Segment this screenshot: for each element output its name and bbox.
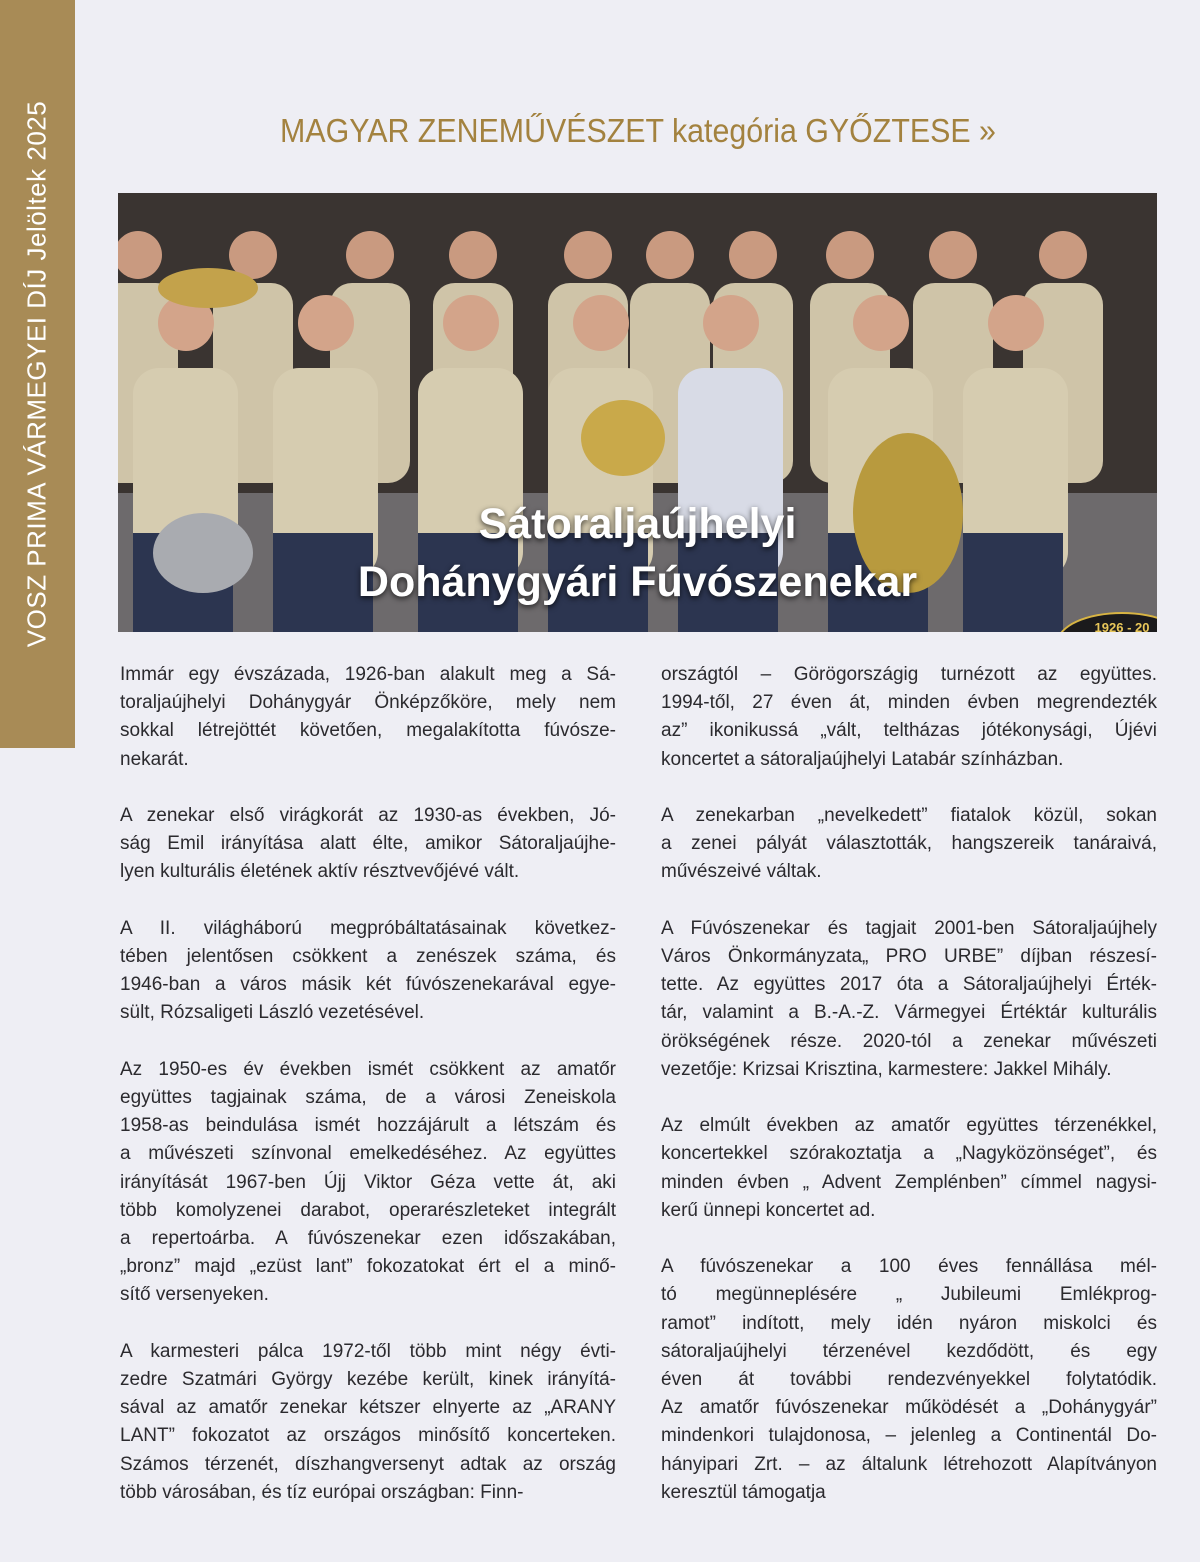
text-line: tó megünneplésére „ Jubileumi Emlékprog- <box>661 1284 1157 1306</box>
sidebar-strip <box>0 0 75 748</box>
text-line: hányipari Zrt. – az általunk létrehozott Alapítványon <box>661 1453 1157 1475</box>
text-line: „bronz” majd „ezüst lant” fokozatokat ért el a minő- <box>120 1256 616 1278</box>
text-line: ság Emil irányítása alatt élte, amikor Sátoraljaújhe- <box>120 833 616 855</box>
page-title: MAGYAR ZENEMŰVÉSZET kategória GYŐZTESE » <box>280 112 996 149</box>
text-line: A zenekar első virágkorát az 1930-as években, Jó- <box>120 805 616 826</box>
text-line: több komolyzenei darabot, operarészleteket integrált <box>120 1199 616 1221</box>
person-head <box>646 231 694 279</box>
sousaphone-bell <box>158 268 258 308</box>
text-line: sátoraljaújhelyi térzenével kezdődött, és egy <box>661 1340 1157 1362</box>
text-line: vezetője: Krizsai Krisztina, karmestere: Jakkel Mihály. <box>661 1058 1112 1080</box>
text-line: keresztül támogatja <box>661 1481 826 1503</box>
text-line: minden évben „ Advent Zemplénben” címmel nagysi- <box>661 1171 1157 1193</box>
text-line: művészeivé váltak. <box>661 861 822 883</box>
text-line: lyen kulturális életének aktív résztvevőjévé vált. <box>120 861 520 883</box>
text-line: 1994-től, 27 éven át, minden évben megrendezték <box>661 692 1157 714</box>
text-line: A fúvószenekar a 100 éves fennállása mél- <box>661 1256 1157 1278</box>
article-paragraph <box>661 1112 1157 1225</box>
text-line: mindenkori tulajdonosa, – jelenleg a Continentál Do- <box>661 1425 1157 1447</box>
text-line: több városában, és tíz európai országban: Finn- <box>120 1481 524 1503</box>
article-paragraph <box>120 802 616 887</box>
article-paragraph <box>120 661 616 774</box>
text-line: sült, Rózsaligeti László vezetésével. <box>120 1002 425 1024</box>
text-line: sítő versenyeken. <box>120 1284 269 1306</box>
text-line: éven át további rendezvényekkel folytatódik. <box>661 1369 1157 1391</box>
text-line: kerű ünnepi koncertet ad. <box>661 1199 876 1221</box>
text-line: koncertet a sátoraljaújhelyi Latabár színházban. <box>661 748 1064 770</box>
text-line: ramot” indított, mely idén nyáron miskolci és <box>661 1312 1157 1334</box>
text-line: A II. világháború megpróbáltatásainak következ- <box>120 917 616 939</box>
person-head <box>449 231 497 279</box>
person-head <box>703 295 759 351</box>
text-line: toraljaújhelyi Dohánygyár Önképzőköre, mely nem <box>120 692 616 714</box>
text-line: az” ikonikussá „vált, teltházas jótékonysági, Újévi <box>661 720 1157 742</box>
text-line: tében jelentősen csökkent a zenészek száma, és <box>120 946 616 967</box>
person-head <box>1039 231 1087 279</box>
person-head <box>929 231 977 279</box>
text-line: A zenekarban „nevelkedett” fiatalok közül, sokan <box>661 805 1157 826</box>
text-line: a zenei pályát választották, hangszereik tanáraivá, <box>661 833 1157 855</box>
text-line: 1946-ban a város másik két fúvószenekarával egye- <box>120 974 616 996</box>
band-photo <box>118 193 1157 632</box>
article-paragraph <box>661 1253 1157 1507</box>
anniversary-badge: 1926 - 20 <box>1057 612 1157 632</box>
text-line: Az elmúlt években az amatőr együttes térzenékkel, <box>661 1115 1157 1137</box>
text-line: koncertekkel szórakoztatja a „Nagyközönséget”, és <box>661 1143 1157 1165</box>
photo-caption <box>118 495 1157 611</box>
text-line: irányítását 1967-ben Újj Viktor Géza vette át, aki <box>120 1171 616 1193</box>
person-head <box>573 295 629 351</box>
sidebar-label: VOSZ PRIMA VÁRMEGYEI DÍJ Jelöltek 2025 <box>21 100 52 648</box>
article-paragraph <box>661 661 1157 774</box>
text-line: sával az amatőr zenekar kétszer elnyerte az „ARANY <box>120 1397 616 1419</box>
text-line: országtól – Görögországig turnézott az együttes. <box>661 664 1157 685</box>
article-paragraph <box>120 1338 616 1507</box>
person-head <box>826 231 874 279</box>
text-line: A Fúvószenekar és tagjait 2001-ben Sátoraljaújhely <box>661 917 1157 939</box>
article-column-right <box>661 661 1157 1535</box>
article-paragraph <box>120 1056 616 1310</box>
person-head <box>564 231 612 279</box>
text-line: tár, valamint a B.-A.-Z. Vármegyei Értéktár kulturális <box>661 1002 1157 1024</box>
caption-line-1: Sátoraljaújhelyi <box>478 500 797 548</box>
text-line: Immár egy évszázada, 1926-ban alakult meg a Sá- <box>120 664 616 685</box>
text-line: együttes tagjainak száma, de a városi Zeneiskola <box>120 1087 616 1108</box>
text-line: Város Önkormányzata„ PRO URBE” díjban részesí- <box>661 946 1157 967</box>
person-head <box>729 231 777 279</box>
article-paragraph <box>661 915 1157 1084</box>
text-line: zedre Szatmári György kezébe került, kinek irányítá- <box>120 1369 616 1391</box>
text-line: Az amatőr fúvószenekar működését a „Dohánygyár” <box>661 1397 1157 1419</box>
person-head <box>443 295 499 351</box>
article-paragraph <box>661 802 1157 887</box>
text-line: nekarát. <box>120 748 189 770</box>
caption-line-2: Dohánygyári Fúvószenekar <box>357 558 918 606</box>
article-column-left <box>120 661 616 1535</box>
text-line: sokkal létrejöttét követően, megalakította fúvósze- <box>120 720 616 742</box>
person-head <box>346 231 394 279</box>
text-line: Számos térzenét, díszhangversenyt adtak az ország <box>120 1453 616 1475</box>
person-head <box>988 295 1044 351</box>
text-line: a repertoárba. A fúvószenekar ezen időszakában, <box>120 1228 616 1250</box>
article-paragraph <box>120 915 616 1028</box>
person-head <box>853 295 909 351</box>
text-line: a művészeti színvonal emelkedéséhez. Az együttes <box>120 1143 616 1165</box>
person-head <box>298 295 354 351</box>
text-line: Az 1950-es év években ismét csökkent az amatőr <box>120 1058 616 1080</box>
text-line: 1958-as beindulása ismét hozzájárult a létszám és <box>120 1115 616 1137</box>
text-line: A karmesteri pálca 1972-től több mint négy évti- <box>120 1340 616 1362</box>
french-horn <box>581 400 665 476</box>
text-line: tette. Az együttes 2017 óta a Sátoraljaújhelyi Érték- <box>661 974 1157 996</box>
text-line: LANT” fokozatot az országos minősítő koncerteken. <box>120 1425 616 1447</box>
text-line: örökségének része. 2020-tól a zenekar művészeti <box>661 1030 1157 1052</box>
